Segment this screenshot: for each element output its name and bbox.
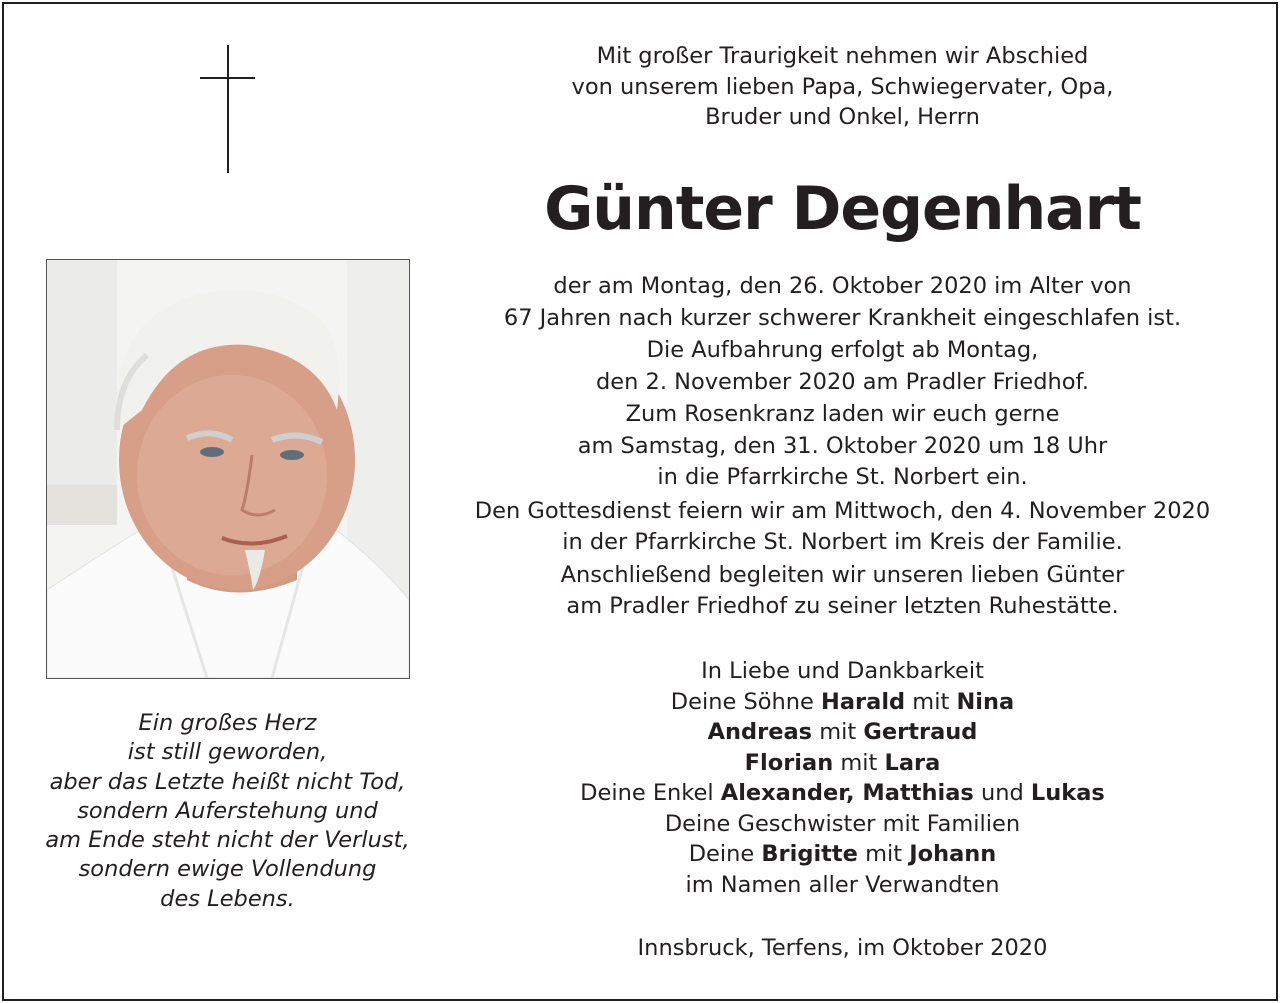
body-line: Zum Rosenkranz laden wir euch gerne — [625, 401, 1060, 427]
deceased-name: Günter Degenhart — [544, 174, 1141, 244]
signature-son-row: Andreas mit Gertraud — [707, 719, 978, 745]
intro-text — [440, 41, 1245, 133]
viewing-paragraph — [440, 335, 1245, 398]
signature-relatives: im Namen aller Verwandten — [685, 871, 1000, 898]
quote-line: sondern ewige Vollendung — [78, 856, 377, 883]
mourners-signature — [440, 656, 1245, 900]
place-and-date — [440, 933, 1245, 963]
quote-line: des Lebens. — [160, 885, 295, 912]
signature-sons: Deine Söhne Harald mit Nina — [670, 688, 1015, 715]
intro-line: Mit großer Traurigkeit nehmen wir Abschied — [596, 43, 1089, 69]
body-line: der am Montag, den 26. Oktober 2020 im Alter von — [553, 273, 1132, 299]
signature-partner: Deine Brigitte mit Johann — [688, 841, 997, 867]
body-line: am Samstag, den 31. Oktober 2020 um 18 Uhr — [577, 432, 1108, 459]
burial-paragraph — [440, 560, 1245, 623]
death-paragraph — [440, 271, 1245, 334]
portrait-photo — [46, 259, 410, 679]
body-line: in der Pfarrkirche St. Norbert im Kreis der Familie. — [562, 529, 1123, 555]
signature-grandchildren: Deine Enkel Alexander, Matthias und Lukas — [580, 780, 1105, 806]
quote-line: Ein großes Herz — [138, 710, 317, 736]
intro-line: von unserem lieben Papa, Schwiegervater, Opa, — [571, 73, 1114, 100]
quote-line: am Ende steht nicht der Verlust, — [45, 827, 410, 854]
body-line: 67 Jahren nach kurzer schwerer Krankheit eingeschlafen ist. — [503, 304, 1182, 331]
body-line: Den Gottesdienst feiern wir am Mittwoch, den 4. November 2020 — [474, 497, 1211, 524]
body-line: Die Aufbahrung erfolgt ab Montag, — [646, 337, 1039, 363]
signature-opening: In Liebe und Dankbarkeit — [701, 658, 984, 684]
quote-line: aber das Letzte heißt nicht Tod, — [49, 768, 406, 795]
service-paragraph — [440, 496, 1245, 559]
quote-line: ist still geworden, — [127, 739, 328, 766]
body-line: den 2. November 2020 am Pradler Friedhof. — [595, 368, 1089, 395]
quote-line: sondern Auferstehung und — [77, 797, 378, 824]
body-line: Anschließend begleiten wir unseren lieben Günter — [560, 561, 1125, 588]
body-line: am Pradler Friedhof zu seiner letzten Ruhestätte. — [566, 593, 1119, 619]
signature-siblings: Deine Geschwister mit Familien — [664, 810, 1021, 837]
rosary-paragraph — [440, 399, 1245, 494]
announcement-body — [440, 271, 1245, 624]
place-date-line: Innsbruck, Terfens, im Oktober 2020 — [637, 935, 1048, 961]
signature-son-row: Florian mit Lara — [744, 749, 941, 776]
body-line: in die Pfarrkirche St. Norbert ein. — [657, 464, 1028, 490]
quote-block — [20, 709, 435, 914]
intro-line: Bruder und Onkel, Herrn — [705, 104, 980, 130]
